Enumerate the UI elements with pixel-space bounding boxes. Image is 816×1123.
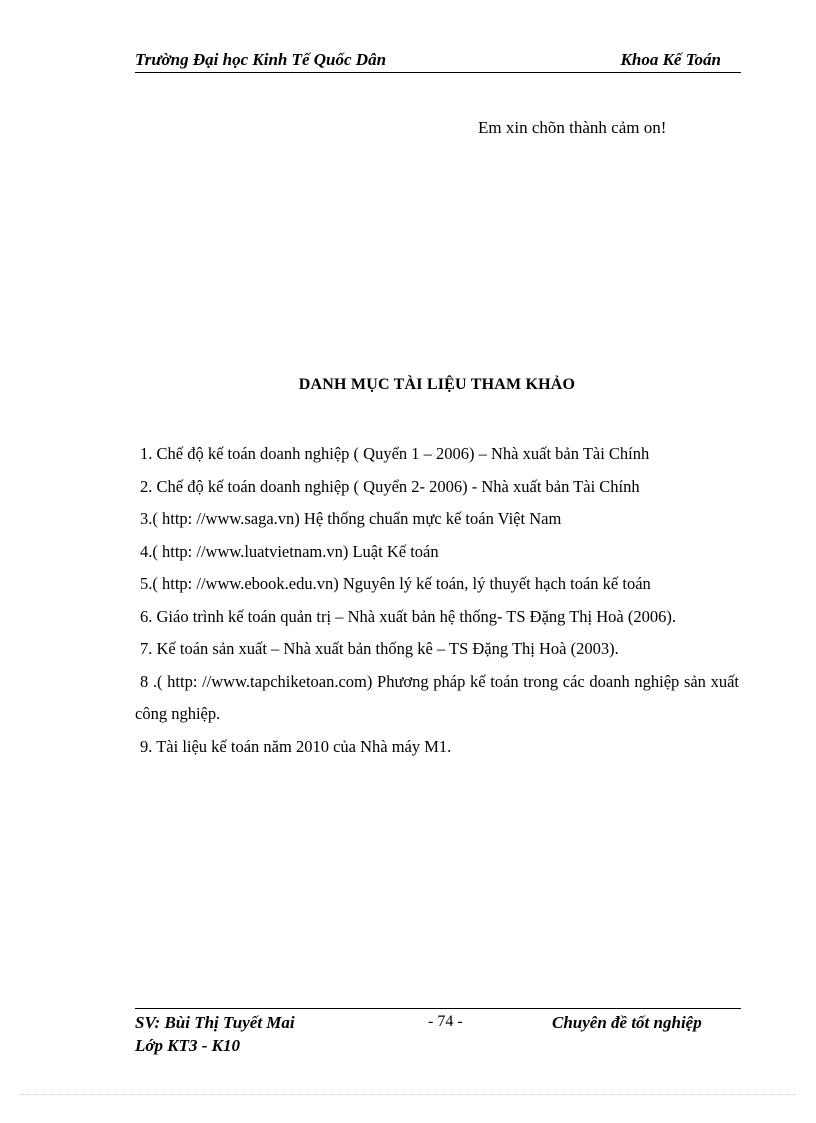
header-faculty: Khoa Kế Toán	[620, 50, 721, 69]
reference-item: 4.( http: //www.luatvietnam.vn) Luật Kế toán	[140, 541, 439, 561]
footer-class: Lớp KT3 - K10	[135, 1036, 240, 1055]
reference-item: 2. Chế độ kế toán doanh nghiệp ( Quyển 2- 2006) - Nhà xuất bản Tài Chính	[140, 476, 640, 496]
reference-item: 1. Chế độ kế toán doanh nghiệp ( Quyển 1 – 2006) – Nhà xuất bản Tài Chính	[140, 444, 650, 463]
references-title: DANH MỤC TÀI LIỆU THAM KHẢO	[298, 376, 576, 393]
reference-item: 5.( http: //www.ebook.edu.vn) Nguyên lý kế toán, lý thuyết hạch toán kế toán	[140, 574, 651, 593]
header-university: Trường Đại học Kinh Tế Quốc Dân	[135, 50, 387, 69]
reference-item: 7. Kế toán sản xuất – Nhà xuất bản thống kê – TS Đặng Thị Hoà (2003).	[140, 639, 619, 658]
footer-divider	[135, 1008, 741, 1009]
references-list	[135, 438, 739, 763]
reference-item: 6. Giáo trình kế toán quản trị – Nhà xuất bản hệ thống- TS Đặng Thị Hoà (2006).	[140, 606, 676, 626]
page-number: - 74 -	[428, 1013, 463, 1030]
reference-item: 3.( http: //www.saga.vn) Hệ thống chuẩn mực kế toán Việt Nam	[140, 509, 562, 528]
page-bottom-border	[20, 1094, 796, 1095]
footer-thesis-label: Chuyên đề tốt nghiệp	[552, 1013, 702, 1032]
thanks-line: Em xin chõn thành cảm on!	[478, 118, 667, 137]
reference-item: 8 .( http: //www.tapchiketoan.com) Phương pháp kế toán trong các doanh nghiệp sản xuất công nghiệp.	[135, 671, 739, 723]
reference-item: 9. Tài liệu kế toán năm 2010 của Nhà máy M1.	[140, 736, 452, 756]
footer-student-name: SV: Bùi Thị Tuyết Mai	[135, 1013, 295, 1032]
page-header	[135, 48, 741, 73]
